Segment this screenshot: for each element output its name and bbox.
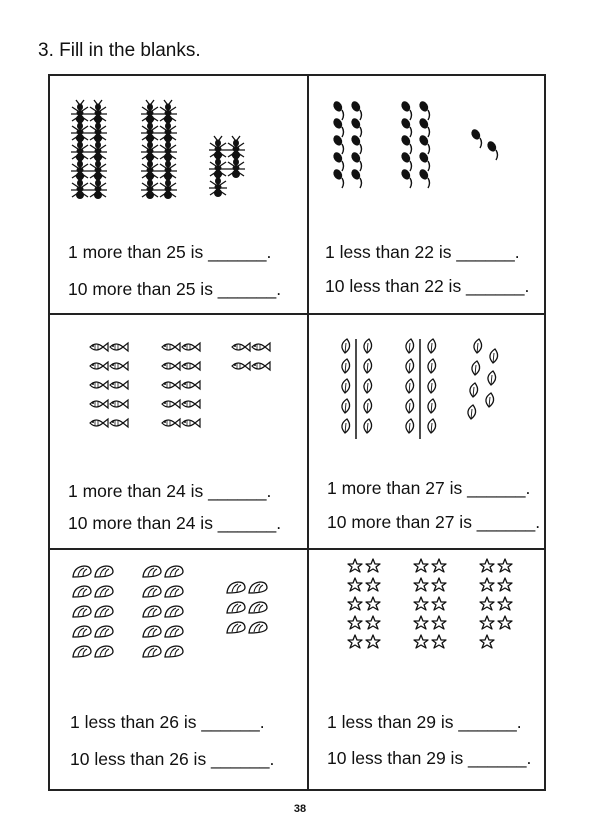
leaf-icon: [364, 399, 372, 413]
star-icon: [432, 559, 446, 572]
question-line: 10 less than 22 is ______.: [325, 276, 530, 296]
star-icon: [498, 578, 512, 591]
star-icon: [348, 578, 362, 591]
tadpole-icon: [350, 100, 362, 120]
leaf-icon: [406, 359, 414, 373]
star-icon: [432, 578, 446, 591]
star-icon: [480, 635, 494, 648]
leaf-icon: [474, 339, 482, 353]
fish-icon: [110, 400, 128, 408]
star-icon: [414, 578, 428, 591]
leaf-icon: [406, 339, 414, 353]
fish-icon: [182, 400, 200, 408]
star-icon: [414, 559, 428, 572]
leaf-icon: [342, 419, 350, 433]
page-number: 38: [293, 803, 307, 815]
star-icon: [498, 597, 512, 610]
leaf-icon: [406, 399, 414, 413]
star-icon: [414, 597, 428, 610]
leaf-icon: [472, 361, 480, 375]
star-icon: [366, 635, 380, 648]
question-line: 1 more than 27 is ______.: [327, 478, 531, 498]
shell-icon: [249, 582, 267, 593]
question-line: 1 more than 25 is ______.: [68, 242, 272, 262]
leaf-icon: [428, 339, 436, 353]
star-icon: [348, 616, 362, 629]
leaf-icon: [364, 359, 372, 373]
ant-illustration: [50, 76, 307, 216]
fish-icon: [90, 343, 108, 351]
leaf-icon: [406, 379, 414, 393]
star-icon: [498, 559, 512, 572]
exercise-title: 3. Fill in the blanks.: [38, 40, 201, 61]
star-icon: [366, 559, 380, 572]
star-icon: [414, 635, 428, 648]
star-illustration: [309, 550, 544, 690]
ant-icon: [141, 100, 159, 123]
star-icon: [480, 578, 494, 591]
leaf-icon: [428, 399, 436, 413]
fish-icon: [110, 381, 128, 389]
shell-icon: [165, 626, 183, 637]
tadpole-icon: [470, 128, 482, 148]
shell-icon: [95, 586, 113, 597]
leaf-icon: [364, 379, 372, 393]
ant-icon: [209, 136, 227, 159]
question-line: 1 less than 26 is ______.: [70, 712, 265, 732]
fish-icon: [90, 362, 108, 370]
ant-icon: [227, 136, 245, 159]
question-line: 1 less than 29 is ______.: [327, 712, 522, 732]
panel-stars: [309, 550, 544, 789]
panel-shells: [50, 550, 307, 789]
leaf-icon: [490, 349, 498, 363]
question-line: 1 more than 24 is ______.: [68, 481, 272, 501]
fish-icon: [182, 343, 200, 351]
star-icon: [432, 616, 446, 629]
fish-icon: [182, 362, 200, 370]
shell-icon: [143, 626, 161, 637]
star-icon: [348, 597, 362, 610]
leaf-icon: [470, 383, 478, 397]
shell-icon: [165, 586, 183, 597]
shell-illustration: [50, 550, 307, 690]
fish-icon: [182, 419, 200, 427]
tadpole-icon: [486, 140, 498, 160]
panel-leaves: [309, 315, 544, 548]
star-icon: [498, 616, 512, 629]
leaf-icon: [428, 359, 436, 373]
fish-icon: [110, 419, 128, 427]
fish-icon: [90, 400, 108, 408]
panel-ants: [50, 76, 307, 313]
shell-icon: [73, 586, 91, 597]
shell-icon: [73, 646, 91, 657]
shell-icon: [143, 646, 161, 657]
shell-icon: [95, 566, 113, 577]
fish-icon: [90, 381, 108, 389]
fish-icon: [182, 381, 200, 389]
star-icon: [480, 616, 494, 629]
fish-icon: [90, 419, 108, 427]
shell-icon: [143, 586, 161, 597]
fish-icon: [110, 362, 128, 370]
fish-icon: [232, 362, 250, 370]
tadpole-icon: [400, 100, 412, 120]
shell-icon: [227, 582, 245, 593]
shell-icon: [249, 602, 267, 613]
fish-icon: [110, 343, 128, 351]
shell-icon: [227, 622, 245, 633]
leaf-icon: [488, 371, 496, 385]
shell-icon: [143, 606, 161, 617]
leaf-icon: [342, 379, 350, 393]
ant-icon: [89, 100, 107, 123]
fish-icon: [162, 362, 180, 370]
fish-icon: [232, 343, 250, 351]
star-icon: [480, 597, 494, 610]
leaf-icon: [342, 339, 350, 353]
fish-icon: [162, 381, 180, 389]
star-icon: [414, 616, 428, 629]
leaf-icon: [428, 379, 436, 393]
star-icon: [432, 597, 446, 610]
star-icon: [348, 635, 362, 648]
star-icon: [366, 578, 380, 591]
leaf-icon: [364, 419, 372, 433]
leaf-icon: [406, 419, 414, 433]
shell-icon: [95, 626, 113, 637]
leaf-icon: [486, 393, 494, 407]
shell-icon: [143, 566, 161, 577]
tadpole-illustration: [309, 76, 544, 216]
fish-icon: [162, 400, 180, 408]
leaf-icon: [428, 419, 436, 433]
tadpole-icon: [418, 100, 430, 120]
fish-icon: [252, 362, 270, 370]
star-icon: [366, 597, 380, 610]
star-icon: [480, 559, 494, 572]
shell-icon: [73, 566, 91, 577]
fish-icon: [162, 343, 180, 351]
shell-icon: [95, 606, 113, 617]
leaf-icon: [342, 399, 350, 413]
leaf-icon: [342, 359, 350, 373]
shell-icon: [249, 622, 267, 633]
question-line: 10 less than 29 is ______.: [327, 748, 532, 768]
question-line: 10 more than 24 is ______.: [68, 513, 282, 533]
ant-icon: [71, 100, 89, 123]
leaf-illustration: [309, 315, 544, 455]
tadpole-icon: [332, 100, 344, 120]
question-line: 1 less than 22 is ______.: [325, 242, 520, 262]
shell-icon: [165, 606, 183, 617]
fish-illustration: [50, 315, 307, 455]
leaf-icon: [364, 339, 372, 353]
question-line: 10 less than 26 is ______.: [70, 749, 275, 769]
shell-icon: [73, 606, 91, 617]
shell-icon: [227, 602, 245, 613]
ant-icon: [159, 100, 177, 123]
panel-tadpoles: [309, 76, 544, 313]
star-icon: [432, 635, 446, 648]
fish-icon: [252, 343, 270, 351]
panel-fish: [50, 315, 307, 548]
fish-icon: [162, 419, 180, 427]
leaf-icon: [468, 405, 476, 419]
question-line: 10 more than 25 is ______.: [68, 279, 282, 299]
question-line: 10 more than 27 is ______.: [327, 512, 541, 532]
star-icon: [366, 616, 380, 629]
shell-icon: [165, 566, 183, 577]
shell-icon: [73, 626, 91, 637]
star-icon: [348, 559, 362, 572]
shell-icon: [95, 646, 113, 657]
shell-icon: [165, 646, 183, 657]
